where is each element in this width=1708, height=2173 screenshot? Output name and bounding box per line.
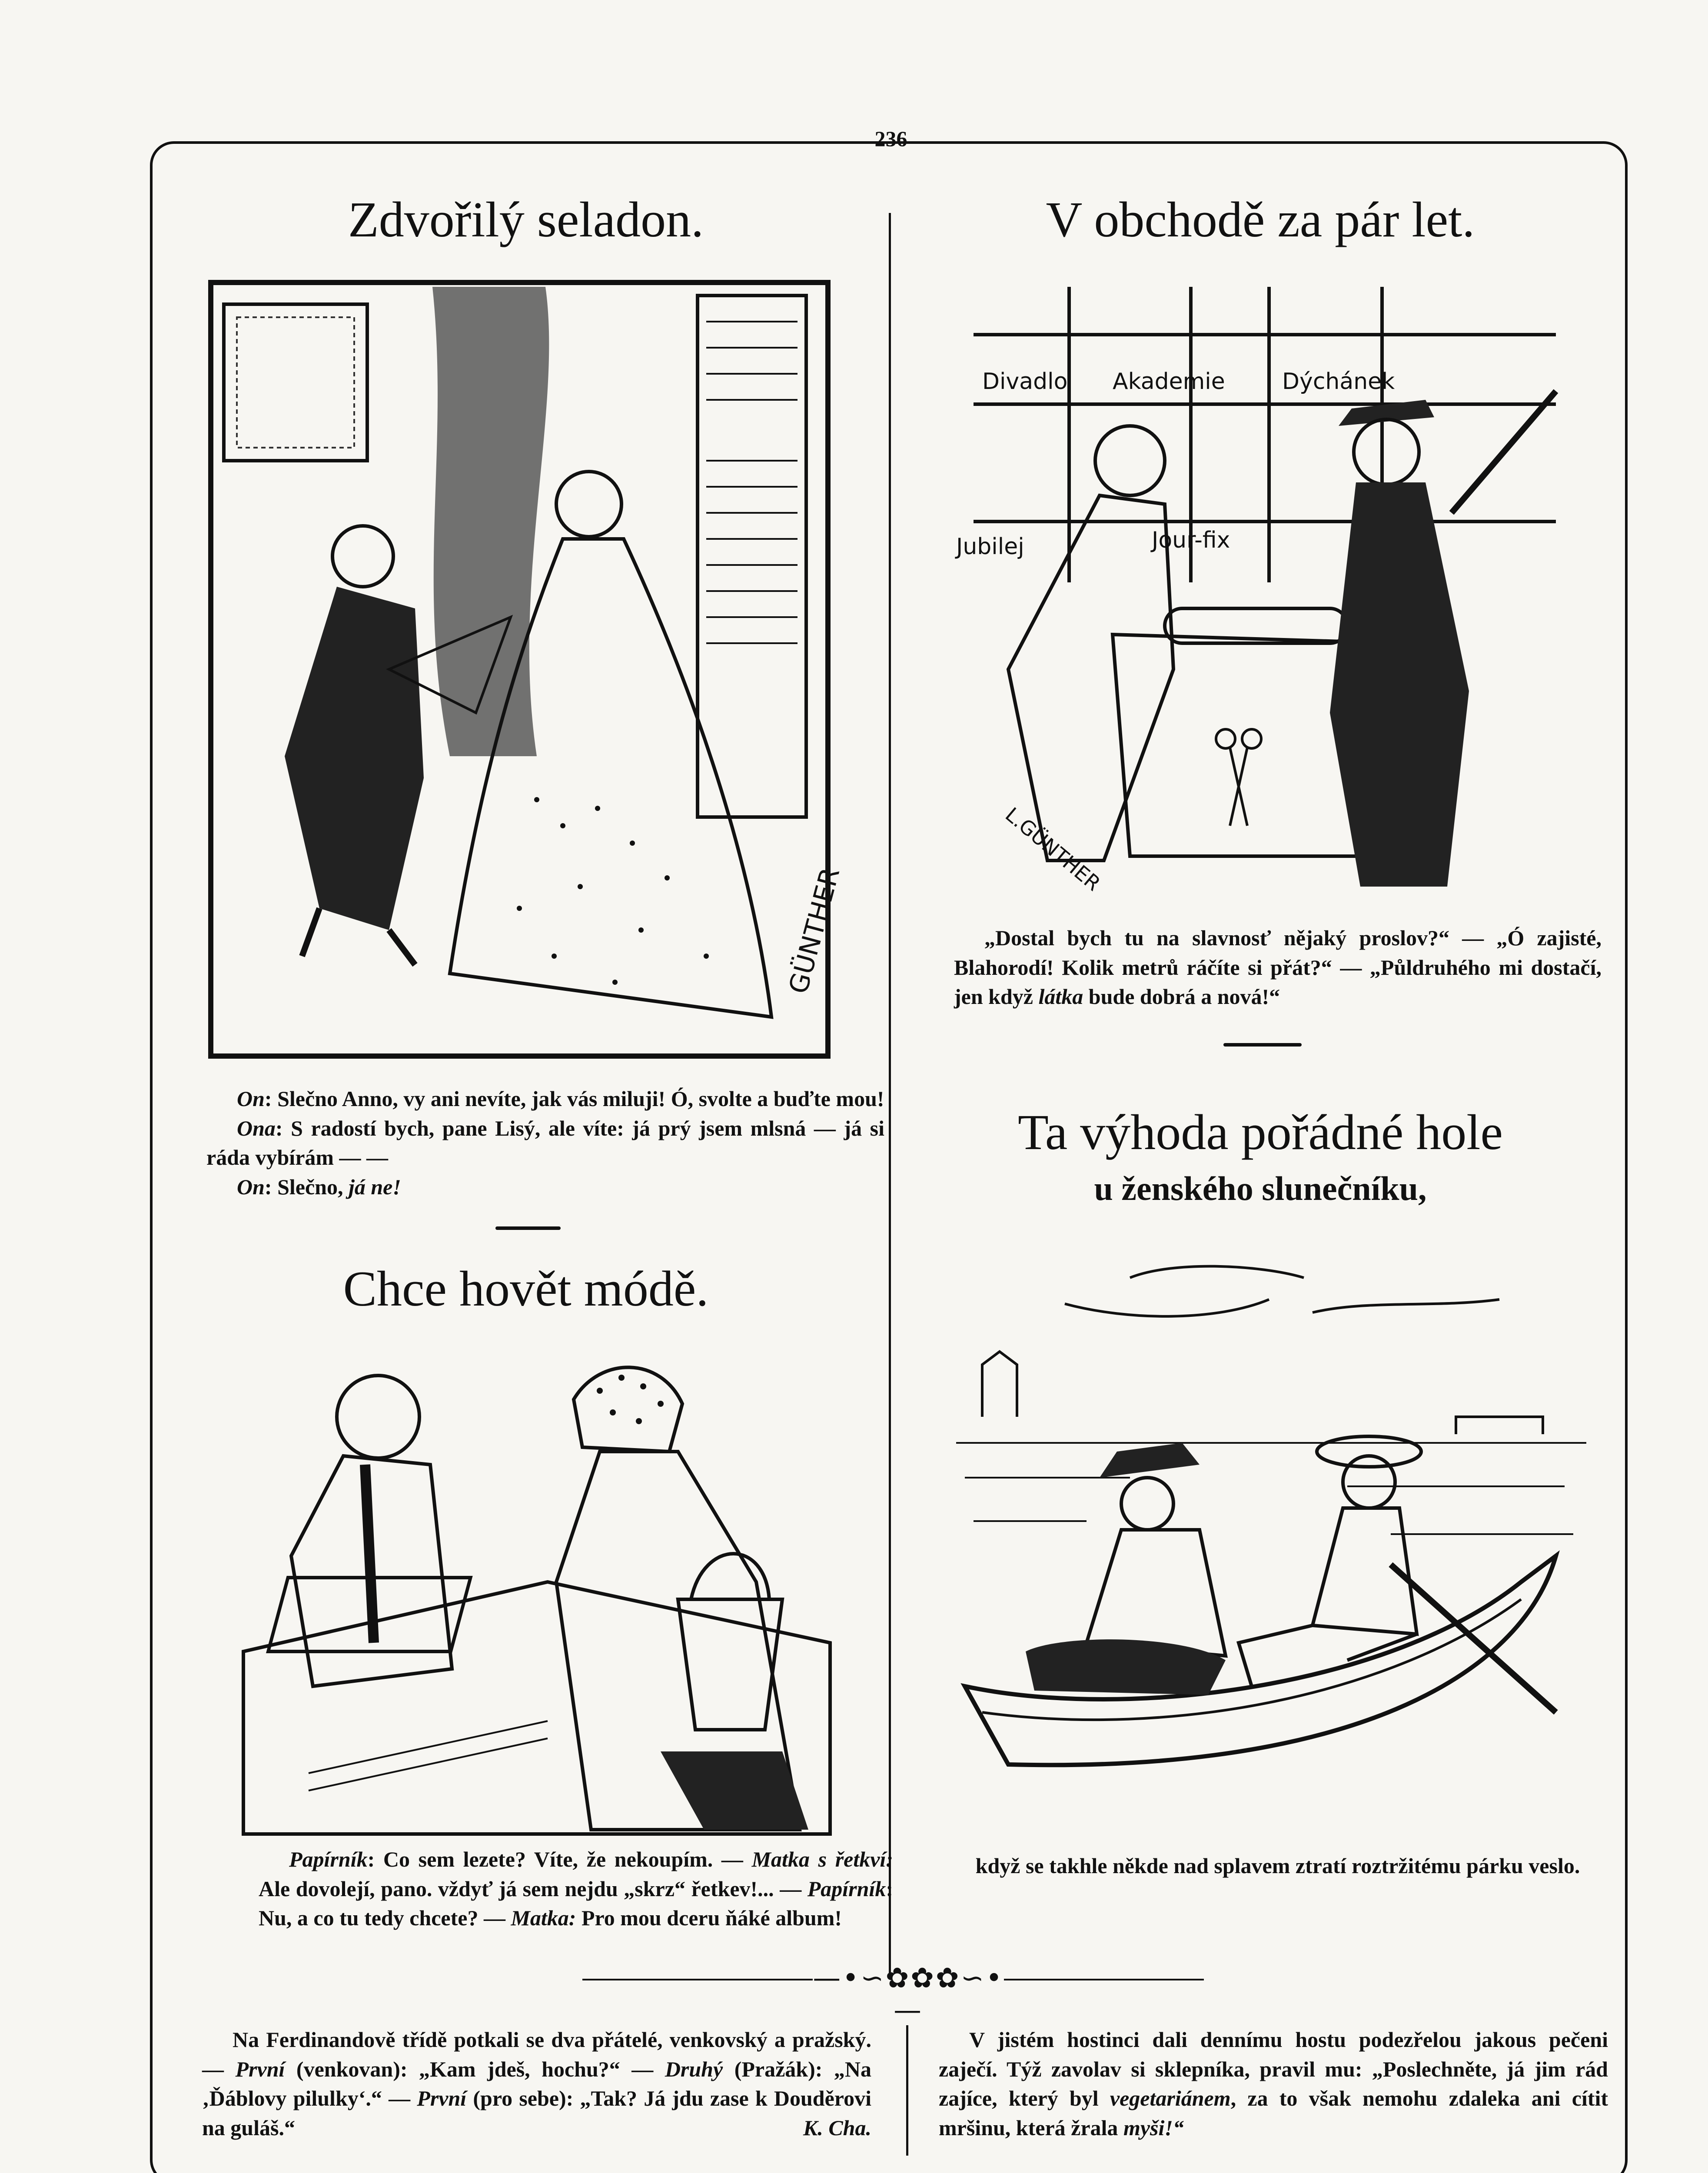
caption-v-obchode: „Dostal bych tu na slavnosť nějaký proslov?“ — „Ó zajisté, Blahorodí! Kolik metrů ráčíte si přát?“ — „Půldruhého mi dostačí, jen když látka bude dobrá a nová!“ (954, 926, 1602, 1009)
ornament-rule-right (1004, 1979, 1204, 1980)
future-shop-drawing (947, 278, 1573, 895)
ornament-divider: —•∽✿✿✿∽•— (813, 1962, 1004, 2027)
caption-ta-vyhoda: když se takhle někde nad splavem ztratí roztržitému párku veslo. (975, 1854, 1580, 1878)
anecdote-hostinec: V jistém hostinci dali dennímu hostu podezřelou jakous pečeni zaječí. Týž zavolav si sklepníka, pravil mu: „Poslechněte, já jim rád zajíce, který byl vegetariánem, za to však nemohu zdaleka ani cítit mršinu, která žrala myši!“ (939, 2027, 1608, 2140)
shelf-label-jour-fix: Jour-fix (1152, 527, 1230, 553)
stationery-shop-drawing (243, 1339, 830, 1834)
subtitle-zenskeho-slunecniku: u ženského slunečníku, (1094, 1170, 1427, 1207)
signature-k-cha: K. Cha. (803, 2115, 871, 2140)
courtship-drawing (206, 278, 846, 1060)
shelf-label-divadlo: Divadlo (982, 369, 1068, 395)
title-v-obchode-za-par-let: V obchodě za pár let. (1046, 192, 1475, 248)
shelf-label-dychanek: Dýchánek (1282, 369, 1395, 395)
illustration-stationery-shop (243, 1339, 830, 1834)
anecdote-ferdinandova-trida: Na Ferdinandově třídě potkali se dva přátelé, venkovský a pražský. — První (venkovan): „Kam jdeš, hochu?“ — Druhý (Pražák): „Na ‚Ďáblovy pilulky‘.“ — První (pro sebe): „Tak? Já jdu zase k Douděrovi na guláš.“ K. Cha. (202, 2025, 871, 2143)
shelf-label-jubilej: Jubilej (956, 534, 1024, 560)
column-divider-bottom (906, 2025, 908, 2156)
signature-l-gunther: L.GÜNTHER (1000, 803, 1105, 896)
caption-chce-hovet-mode: Papírník: Co sem lezete? Víte, že nekoupím. — Matka s řetkví: Ale dovolejí, pano. vždyť já sem nejdu „skrz“ řetkev!... — Papírník: Nu, a co tu tedy chcete? — Matka: Pro mou dceru ňáké album! (259, 1847, 893, 1930)
shelf-label-akademie: Akademie (1113, 369, 1225, 395)
signature-gunther: GÜNTHER (783, 864, 846, 997)
title-zdvorily-seladon: Zdvořilý seladon. (348, 192, 704, 248)
rowing-boat-drawing (956, 1252, 1586, 1825)
separator-dash-left (495, 1226, 561, 1230)
title-ta-vyhoda: Ta výhoda pořádné hole (1017, 1105, 1503, 1160)
illustration-rowing-boat (956, 1252, 1586, 1825)
column-divider-top (889, 213, 891, 1973)
separator-dash-right (1223, 1043, 1302, 1047)
title-chce-hovet-mode: Chce hovět módě. (343, 1261, 709, 1317)
caption-zdvorily-seladon: On: Slečno Anno, vy ani nevíte, jak vás miluji! Ó, svolte a buďte mou! Ona: S radostí bych, pane Lisý, ale víte: já prý jsem mlsná — já si ráda vybírám — — On: Slečno, já ne! (206, 1086, 884, 1199)
illustration-future-shop (947, 278, 1573, 895)
page-number: 236 (847, 126, 934, 151)
illustration-courtship (206, 278, 846, 1060)
ornament-rule-left (582, 1979, 813, 1980)
